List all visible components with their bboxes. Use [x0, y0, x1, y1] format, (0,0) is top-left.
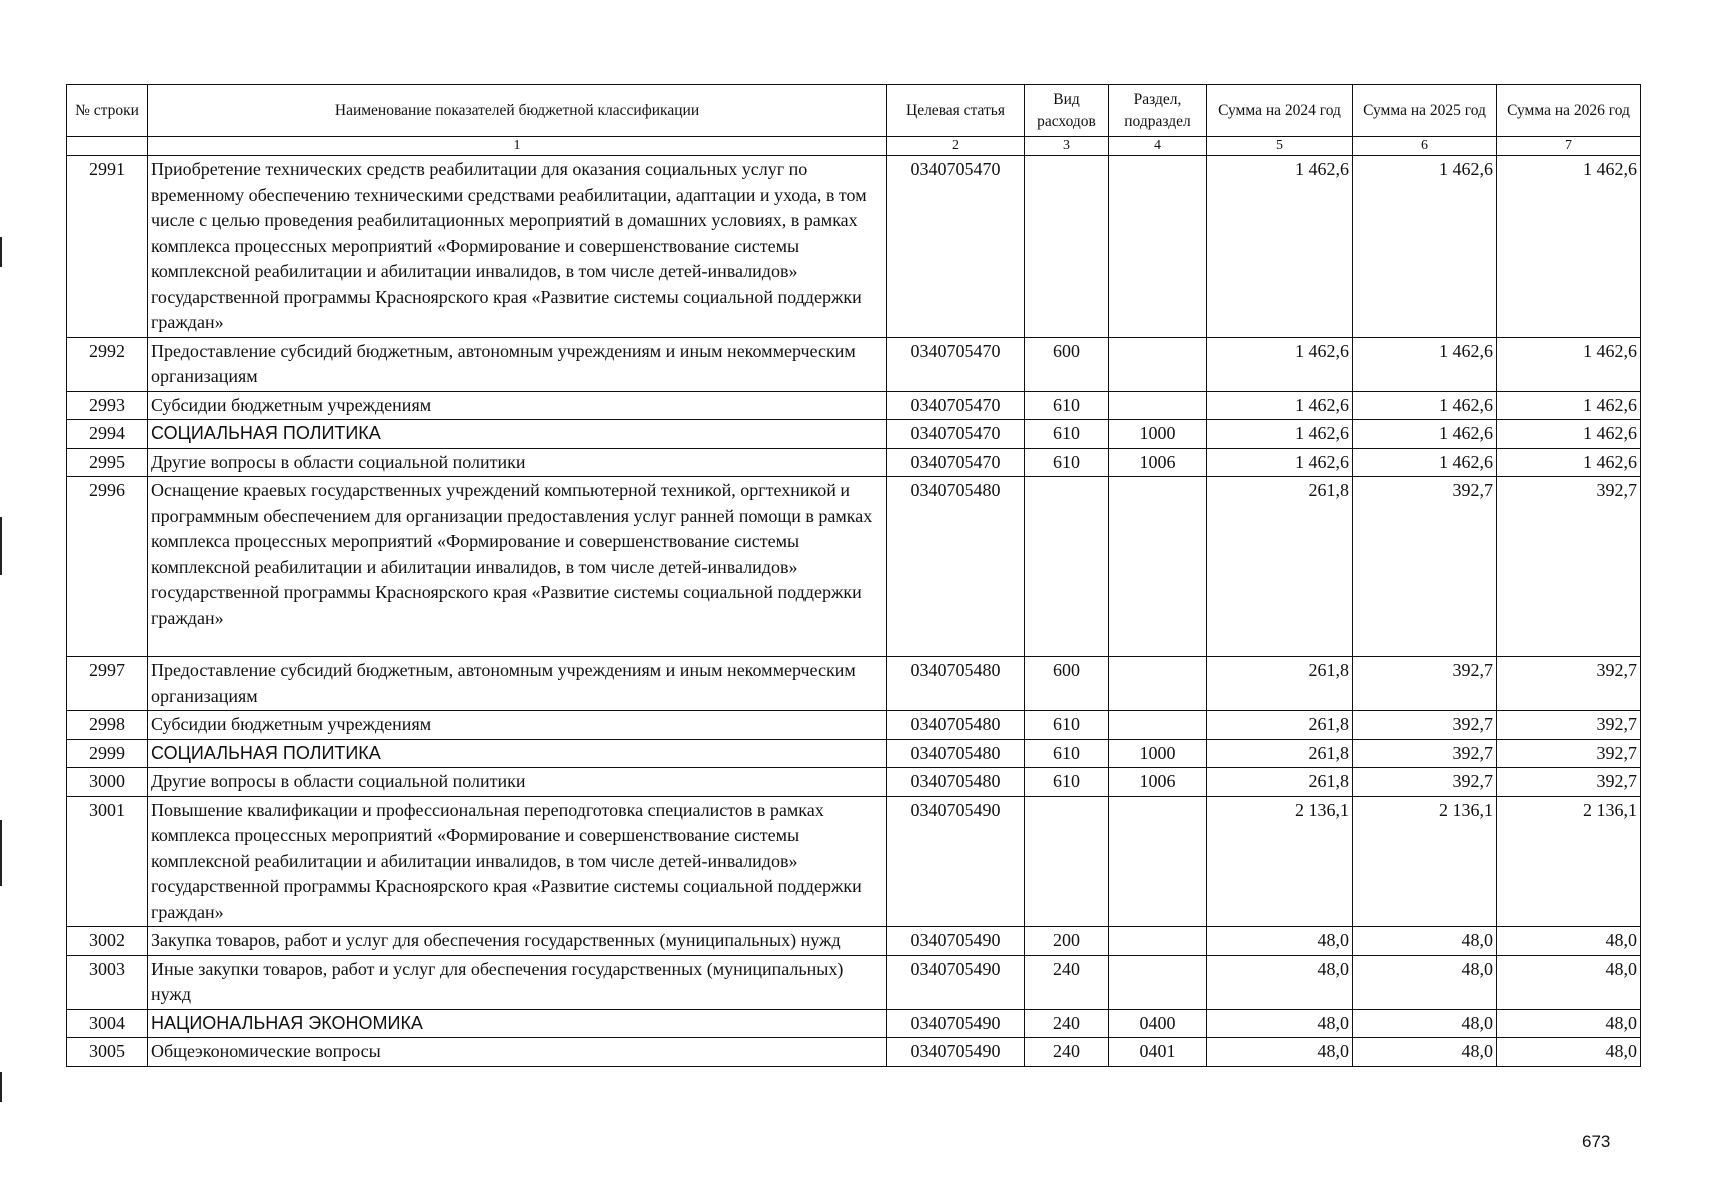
row-sum-2024: 261,8: [1207, 711, 1353, 740]
row-name: Другие вопросы в области социальной политики: [148, 768, 887, 797]
row-sum-2024: 261,8: [1207, 477, 1353, 657]
row-expense-type: 610: [1025, 448, 1109, 477]
row-sum-2026: 48,0: [1497, 955, 1641, 1009]
row-sum-2024: 2 136,1: [1207, 796, 1353, 927]
row-sum-2024: 261,8: [1207, 657, 1353, 711]
row-expense-type: [1025, 156, 1109, 338]
row-sum-2026: 392,7: [1497, 477, 1641, 657]
row-sum-2026: 48,0: [1497, 1038, 1641, 1067]
row-target-code: 0340705490: [887, 955, 1025, 1009]
row-name: Закупка товаров, работ и услуг для обеспечения государственных (муниципальных) нужд: [148, 927, 887, 956]
row-number: 2999: [67, 739, 148, 768]
column-number: 4: [1109, 137, 1207, 156]
column-number: 1: [148, 137, 887, 156]
row-expense-type: 200: [1025, 927, 1109, 956]
row-sum-2024: 261,8: [1207, 739, 1353, 768]
table-row: [67, 711, 1641, 740]
row-sum-2025: 392,7: [1353, 477, 1497, 657]
row-number: 2991: [67, 156, 148, 338]
row-target-code: 0340705470: [887, 420, 1025, 449]
row-sum-2024: 261,8: [1207, 768, 1353, 797]
table-row: [67, 337, 1641, 391]
row-name: Предоставление субсидий бюджетным, автономным учреждениям и иным некоммерческим организациям: [148, 337, 887, 391]
row-target-code: 0340705480: [887, 711, 1025, 740]
row-sum-2026: 392,7: [1497, 657, 1641, 711]
row-section: [1109, 657, 1207, 711]
scan-edge-mark: [0, 237, 2, 267]
row-sum-2026: 392,7: [1497, 768, 1641, 797]
row-section: [1109, 391, 1207, 420]
column-number: 6: [1353, 137, 1497, 156]
header-type: Вид расходов: [1025, 85, 1109, 137]
table-row: [67, 448, 1641, 477]
row-sum-2025: 2 136,1: [1353, 796, 1497, 927]
table-row: [67, 739, 1641, 768]
row-sum-2025: 1 462,6: [1353, 337, 1497, 391]
row-number: 2995: [67, 448, 148, 477]
row-sum-2026: 1 462,6: [1497, 448, 1641, 477]
row-expense-type: 610: [1025, 768, 1109, 797]
row-sum-2024: 1 462,6: [1207, 156, 1353, 338]
row-target-code: 0340705470: [887, 156, 1025, 338]
column-number: 3: [1025, 137, 1109, 156]
row-number: 3003: [67, 955, 148, 1009]
row-section: [1109, 711, 1207, 740]
table-row: [67, 927, 1641, 956]
row-number: 3002: [67, 927, 148, 956]
row-sum-2026: 2 136,1: [1497, 796, 1641, 927]
table-header-row: [67, 85, 1641, 137]
row-section: 1000: [1109, 739, 1207, 768]
row-sum-2025: 1 462,6: [1353, 448, 1497, 477]
page-number: 673: [1582, 1132, 1611, 1151]
table-row: [67, 1038, 1641, 1067]
row-expense-type: 610: [1025, 739, 1109, 768]
row-section: 1006: [1109, 448, 1207, 477]
column-number: 2: [887, 137, 1025, 156]
row-name: Предоставление субсидий бюджетным, автономным учреждениям и иным некоммерческим организациям: [148, 657, 887, 711]
row-sum-2025: 392,7: [1353, 768, 1497, 797]
row-sum-2026: 1 462,6: [1497, 337, 1641, 391]
row-target-code: 0340705470: [887, 337, 1025, 391]
row-expense-type: 610: [1025, 391, 1109, 420]
row-target-code: 0340705480: [887, 768, 1025, 797]
row-name: СОЦИАЛЬНАЯ ПОЛИТИКА: [148, 739, 887, 768]
row-sum-2025: 1 462,6: [1353, 156, 1497, 338]
row-number: 2996: [67, 477, 148, 657]
row-name: Общеэкономические вопросы: [148, 1038, 887, 1067]
header-sum-2024: Сумма на 2024 год: [1207, 85, 1353, 137]
row-target-code: 0340705490: [887, 927, 1025, 956]
row-sum-2024: 48,0: [1207, 927, 1353, 956]
row-number: 2992: [67, 337, 148, 391]
row-section: 0401: [1109, 1038, 1207, 1067]
row-sum-2026: 1 462,6: [1497, 391, 1641, 420]
row-expense-type: 240: [1025, 955, 1109, 1009]
budget-table: [66, 84, 1641, 1067]
header-name: Наименование показателей бюджетной классификации: [148, 85, 887, 137]
row-target-code: 0340705470: [887, 448, 1025, 477]
row-number: 3000: [67, 768, 148, 797]
column-number: 5: [1207, 137, 1353, 156]
row-sum-2025: 48,0: [1353, 1009, 1497, 1038]
row-name: НАЦИОНАЛЬНАЯ ЭКОНОМИКА: [148, 1009, 887, 1038]
table-row: [67, 657, 1641, 711]
table-row: [67, 420, 1641, 449]
column-number-row: [67, 137, 1641, 156]
row-name: Повышение квалификации и профессиональная переподготовка специалистов в рамках комплекса процессных мероприятий «Формирование и совершенствование системы комплексной реабилитации и абилитации инвалидов, в том числе детей-инвалидов» государственной программы Красноярского края «Развитие системы социальной поддержки граждан»: [148, 796, 887, 927]
row-sum-2024: 1 462,6: [1207, 420, 1353, 449]
row-target-code: 0340705480: [887, 739, 1025, 768]
row-target-code: 0340705470: [887, 391, 1025, 420]
row-sum-2024: 48,0: [1207, 1009, 1353, 1038]
row-expense-type: 600: [1025, 337, 1109, 391]
row-sum-2024: 48,0: [1207, 1038, 1353, 1067]
row-sum-2024: 48,0: [1207, 955, 1353, 1009]
row-sum-2026: 48,0: [1497, 1009, 1641, 1038]
row-number: 2997: [67, 657, 148, 711]
row-section: [1109, 337, 1207, 391]
row-sum-2026: 1 462,6: [1497, 420, 1641, 449]
row-section: [1109, 477, 1207, 657]
row-name: Оснащение краевых государственных учреждений компьютерной техникой, оргтехникой и программным обеспечением для организации предоставления услуг ранней помощи в рамках комплекса процессных мероприятий «Формирование и совершенствование системы комплексной реабилитации и абилитации инвалидов, в том числе детей-инвалидов» государственной программы Красноярского края «Развитие системы социальной поддержки граждан»: [148, 477, 887, 657]
row-number: 2994: [67, 420, 148, 449]
row-expense-type: 240: [1025, 1009, 1109, 1038]
row-number: 3005: [67, 1038, 148, 1067]
scan-edge-mark: [0, 1072, 2, 1102]
row-section: 1000: [1109, 420, 1207, 449]
header-section: Раздел, подраздел: [1109, 85, 1207, 137]
row-name: Другие вопросы в области социальной политики: [148, 448, 887, 477]
row-sum-2024: 1 462,6: [1207, 391, 1353, 420]
scan-edge-mark: [0, 517, 2, 575]
column-number: 7: [1497, 137, 1641, 156]
row-expense-type: [1025, 796, 1109, 927]
row-sum-2026: 392,7: [1497, 711, 1641, 740]
row-sum-2025: 392,7: [1353, 711, 1497, 740]
table-row: [67, 796, 1641, 927]
row-target-code: 0340705480: [887, 657, 1025, 711]
row-sum-2026: 1 462,6: [1497, 156, 1641, 338]
table-row: [67, 391, 1641, 420]
header-row-no: № строки: [67, 85, 148, 137]
row-name: СОЦИАЛЬНАЯ ПОЛИТИКА: [148, 420, 887, 449]
row-name: Иные закупки товаров, работ и услуг для обеспечения государственных (муниципальных) нужд: [148, 955, 887, 1009]
row-section: 0400: [1109, 1009, 1207, 1038]
row-sum-2025: 392,7: [1353, 739, 1497, 768]
row-sum-2025: 48,0: [1353, 1038, 1497, 1067]
row-sum-2025: 1 462,6: [1353, 391, 1497, 420]
row-name: Субсидии бюджетным учреждениям: [148, 711, 887, 740]
row-sum-2025: 48,0: [1353, 927, 1497, 956]
row-name: Приобретение технических средств реабилитации для оказания социальных услуг по временному обеспечению техническими средствами реабилитации, адаптации и ухода, в том числе с целью проведения реабилитационных мероприятий в домашних условиях, в рамках комплекса процессных мероприятий «Формирование и совершенствование системы комплексной реабилитации и абилитации инвалидов, в том числе детей-инвалидов» государственной программы Красноярского края «Развитие системы социальной поддержки граждан»: [148, 156, 887, 338]
table-row: [67, 955, 1641, 1009]
row-sum-2024: 1 462,6: [1207, 448, 1353, 477]
row-expense-type: 610: [1025, 711, 1109, 740]
row-target-code: 0340705480: [887, 477, 1025, 657]
row-section: 1006: [1109, 768, 1207, 797]
table-row: [67, 477, 1641, 657]
row-number: 2993: [67, 391, 148, 420]
row-target-code: 0340705490: [887, 1038, 1025, 1067]
column-number: [67, 137, 148, 156]
row-number: 2998: [67, 711, 148, 740]
row-number: 3001: [67, 796, 148, 927]
table-row: [67, 1009, 1641, 1038]
row-expense-type: [1025, 477, 1109, 657]
header-target: Целевая статья: [887, 85, 1025, 137]
header-sum-2025: Сумма на 2025 год: [1353, 85, 1497, 137]
row-number: 3004: [67, 1009, 148, 1038]
row-sum-2026: 392,7: [1497, 739, 1641, 768]
row-section: [1109, 955, 1207, 1009]
row-expense-type: 240: [1025, 1038, 1109, 1067]
row-section: [1109, 156, 1207, 338]
table-row: [67, 156, 1641, 338]
row-sum-2025: 392,7: [1353, 657, 1497, 711]
row-sum-2025: 48,0: [1353, 955, 1497, 1009]
row-section: [1109, 927, 1207, 956]
row-section: [1109, 796, 1207, 927]
row-expense-type: 610: [1025, 420, 1109, 449]
header-sum-2026: Сумма на 2026 год: [1497, 85, 1641, 137]
row-sum-2024: 1 462,6: [1207, 337, 1353, 391]
table-row: [67, 768, 1641, 797]
row-sum-2025: 1 462,6: [1353, 420, 1497, 449]
row-target-code: 0340705490: [887, 796, 1025, 927]
row-sum-2026: 48,0: [1497, 927, 1641, 956]
row-target-code: 0340705490: [887, 1009, 1025, 1038]
scan-edge-mark: [0, 820, 2, 886]
row-expense-type: 600: [1025, 657, 1109, 711]
row-name: Субсидии бюджетным учреждениям: [148, 391, 887, 420]
